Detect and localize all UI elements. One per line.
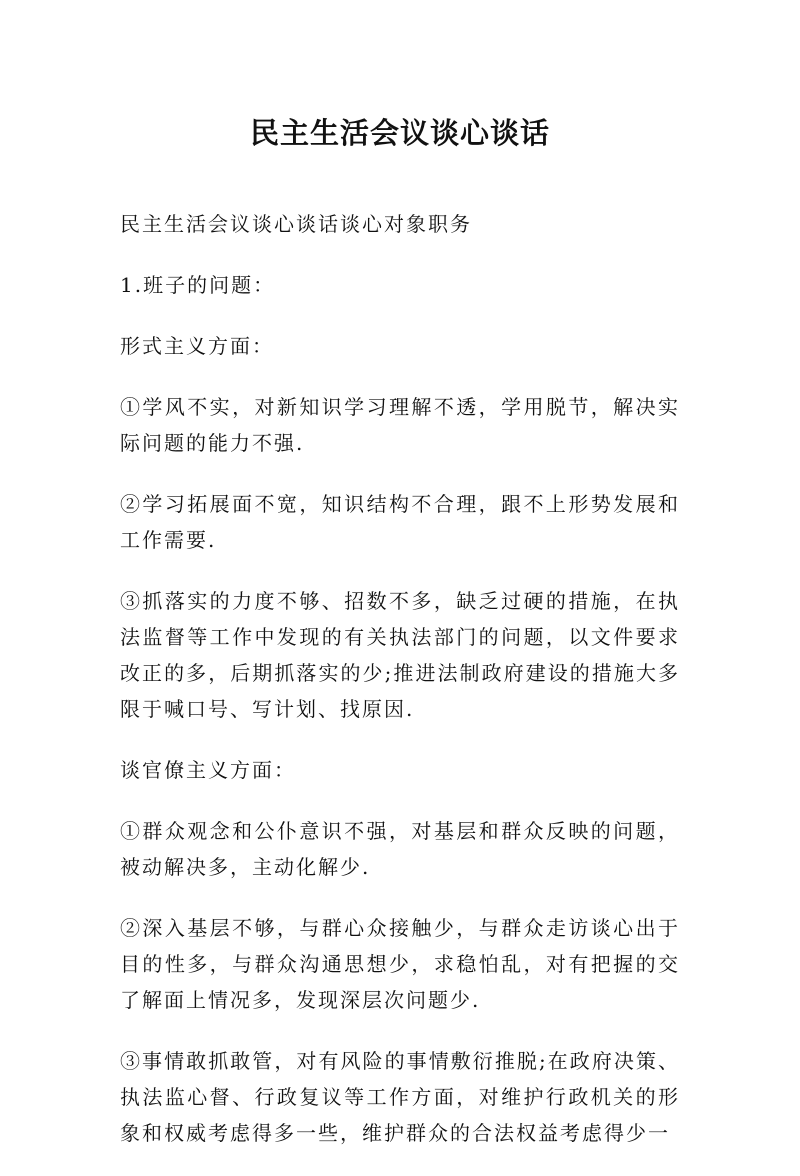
paragraph-bureaucracy-item-2: ②深入基层不够，与群心众接触少，与群众走访谈心出于目的性多，与群众沟通思想少，求稳怕乱，对有把握的交了解面上情况多，发现深层次问题少. bbox=[120, 916, 680, 1012]
paragraph-bureaucracy-item-1: ①群众观念和公仆意识不强，对基层和群众反映的问题，被动解决多，主动化解少. bbox=[120, 819, 680, 879]
paragraph-formalism-item-2: ②学习拓展面不宽，知识结构不合理，跟不上形势发展和工作需要. bbox=[120, 492, 680, 552]
document-title: 民主生活会议谈心谈话 bbox=[249, 116, 550, 150]
paragraph-formalism-heading: 形式主义方面： bbox=[120, 334, 274, 358]
paragraph-bureaucracy-item-3: ③事情敢抓敢管，对有风险的事情敷衍推脱;在政府决策、执法监心督、行政复议等工作方面，对维护行政机关的形象和权威考虑得多一些，维护群众的合法权益考虑得少一 bbox=[120, 1049, 680, 1145]
paragraph-subtitle: 民主生活会议谈心谈话谈心对象职务 bbox=[120, 212, 472, 236]
paragraph-section-heading: 1.班子的问题： bbox=[120, 273, 276, 297]
paragraph-formalism-item-3: ③抓落实的力度不够、招数不多，缺乏过硬的措施，在执法监督等工作中发现的有关执法部门的问题，以文件要求改正的多，后期抓落实的少;推进法制政府建设的措施大多限于喊口号、写计划、找原因. bbox=[120, 589, 680, 721]
paragraph-formalism-item-1: ①学风不实，对新知识学习理解不透，学用脱节，解决实际问题的能力不强. bbox=[120, 395, 680, 455]
paragraph-bureaucracy-heading: 谈官僚主义方面： bbox=[120, 758, 296, 782]
document-body bbox=[120, 206, 680, 1176]
